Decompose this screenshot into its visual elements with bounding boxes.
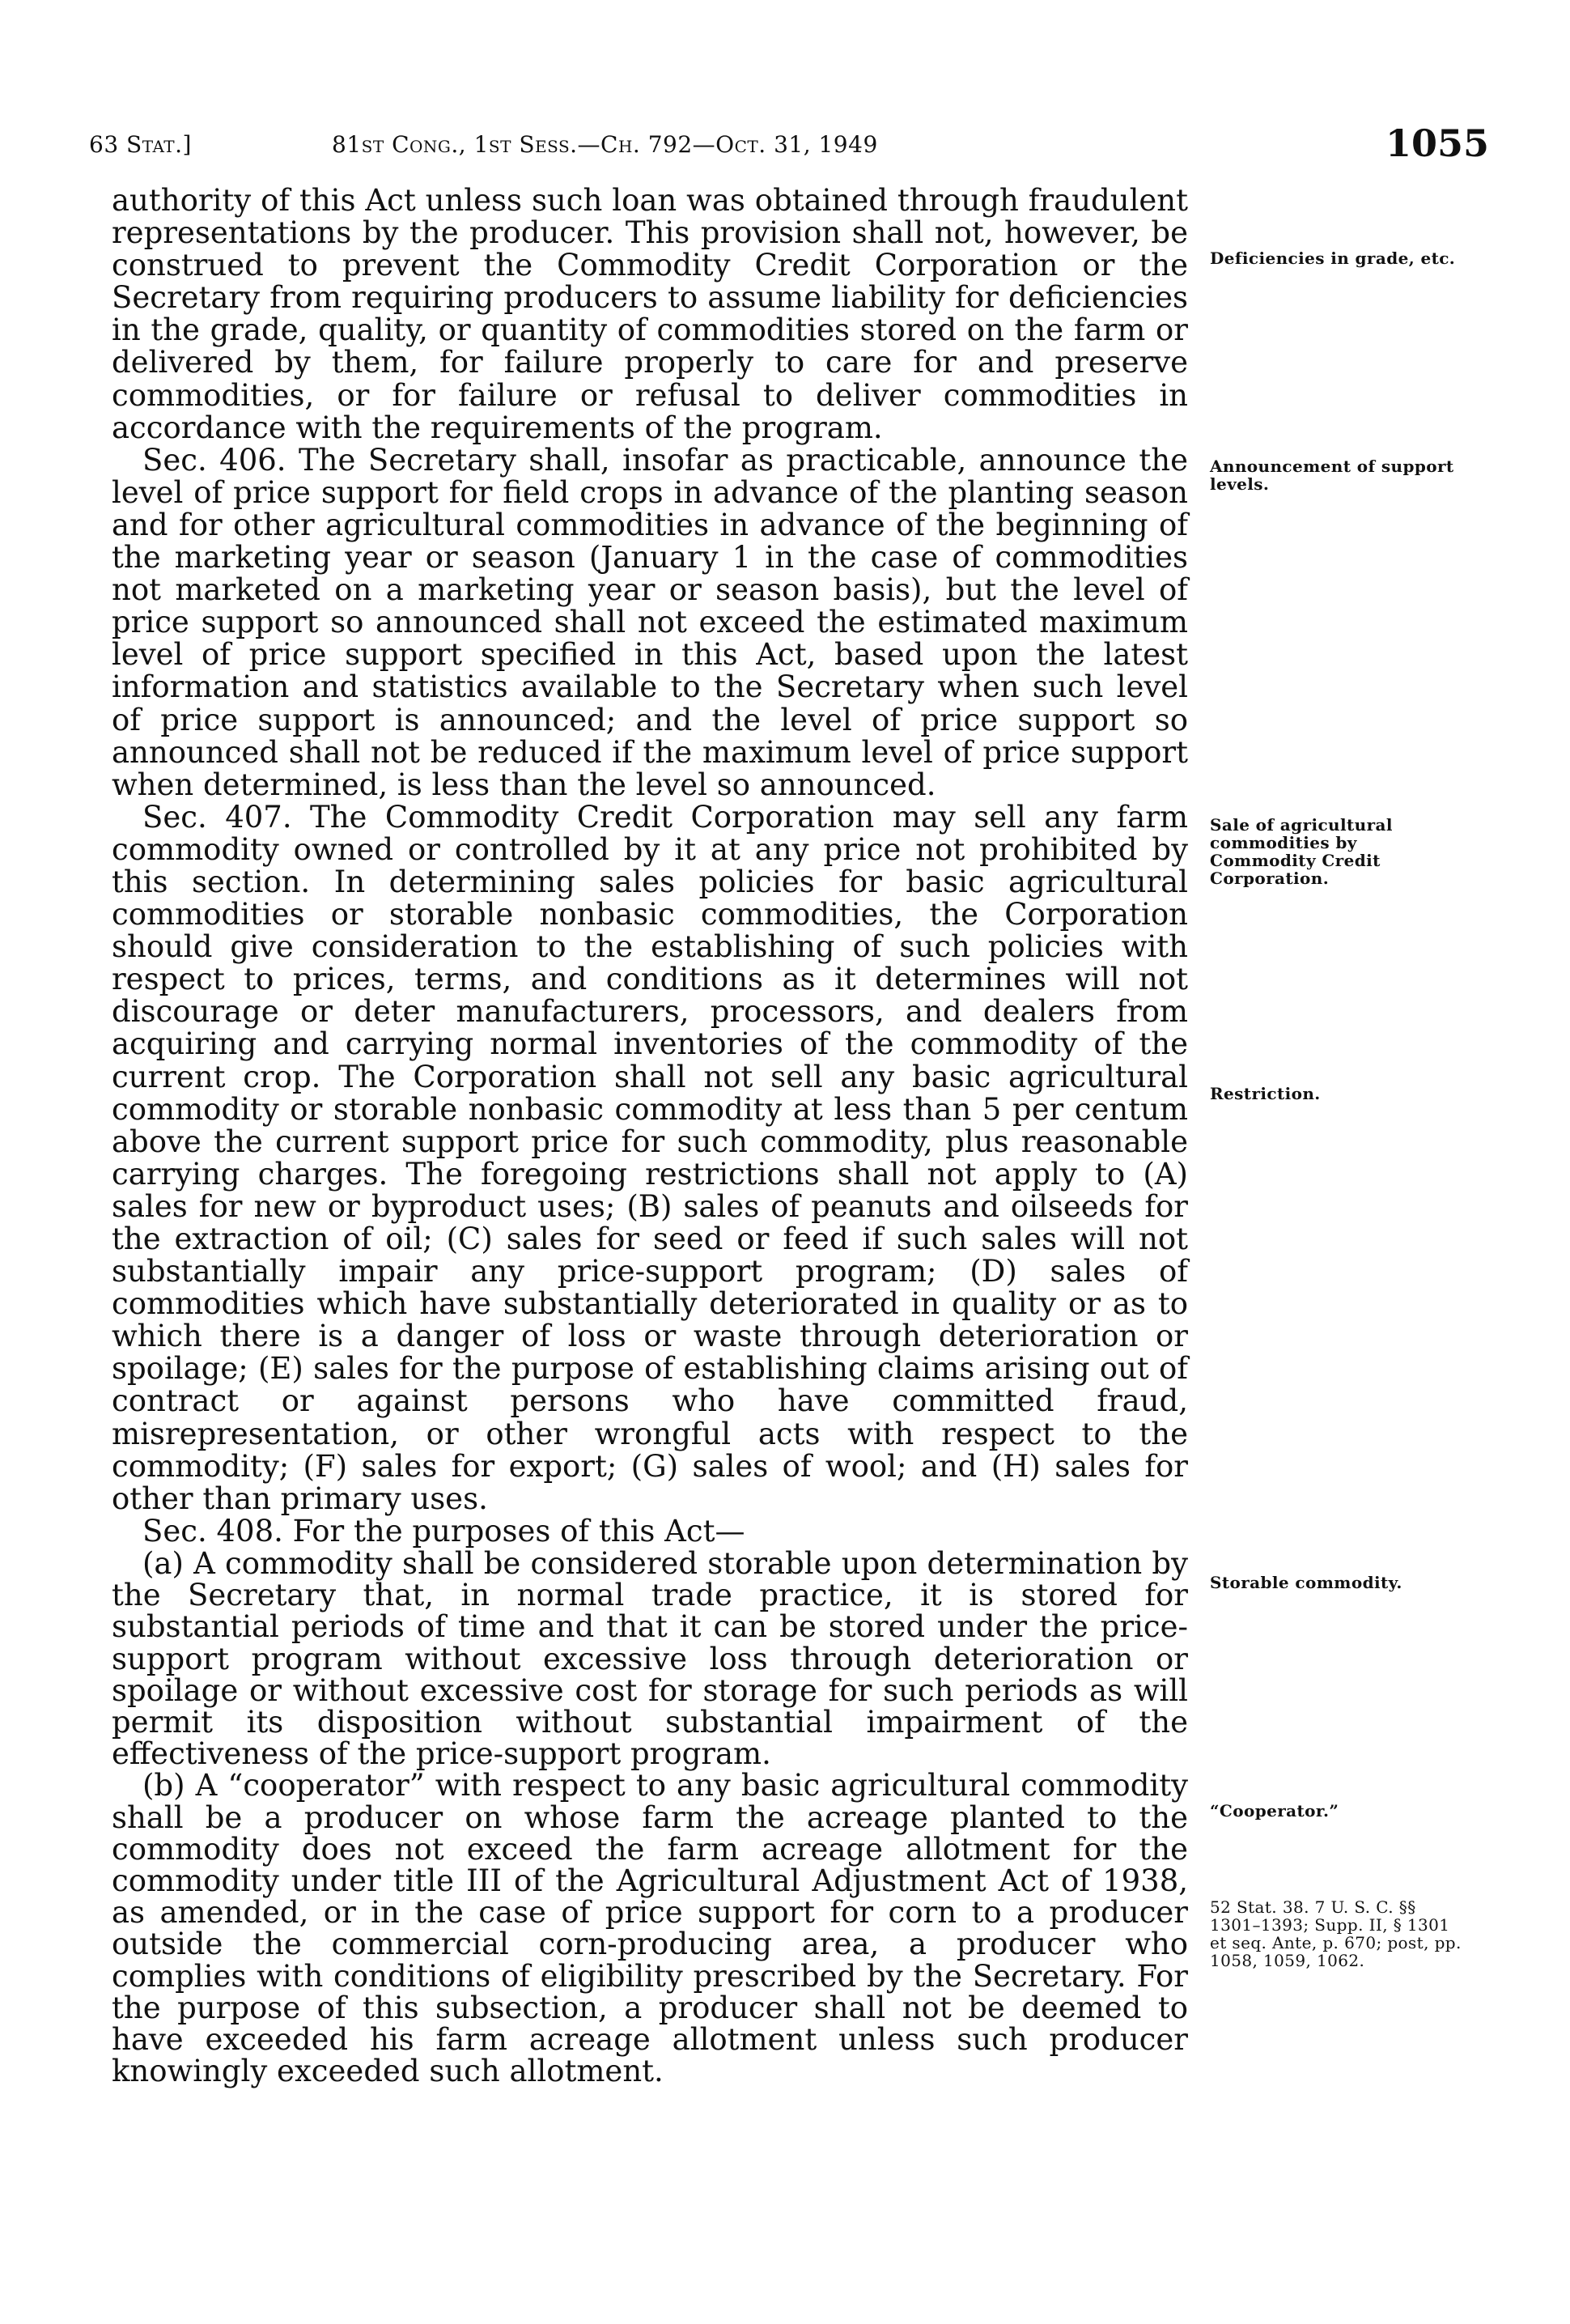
margin-note-cooperator: “Cooperator.” [1210, 1801, 1339, 1821]
section-408-b: (b) A “cooperator” with respect to any basic agricultural commodity shall be a producer on whose farm the acreage planted to the commodity does not exceed the farm acreage allotment for the commodity under title III of the Agricultural Adjustment Act of 1938, as amended, or in the case of price support for corn to a producer outside the commercial corn-producing area, a producer who complies with conditions of eligibility prescribed by the Secretary. For the purpose of this subsection, a producer shall not be deemed to have exceeded his farm acreage allotment unless such producer knowingly exceeded such allotment. [112, 1768, 1188, 2089]
session-chapter-date: 81st Cong., 1st Sess.—Ch. 792—Oct. 31, 1949 [332, 131, 878, 158]
page-number: 1055 [1385, 121, 1489, 165]
margin-note-restriction: Restriction. [1210, 1084, 1321, 1103]
margin-note-storable: Storable commodity. [1210, 1573, 1402, 1592]
paragraph-continuation: authority of this Act unless such loan was obtained through fraudulent representations by the producer. This provision shall not, however, be construed to prevent the Commodity Credit Corporation or the Secretary from requiring producers to assume liability for deficiencies in the grade, quality, or quantity of commodities stored on the farm or delivered by them, for failure properly to care for and preserve commodities, or for failure or refusal to deliver commodities in accordance with the requirements of the program. [112, 183, 1188, 445]
main-text-column [112, 185, 1188, 2087]
margin-note-announcement: Announcement of support levels. [1210, 457, 1454, 494]
statute-reference: 63 Stat.] [89, 131, 192, 158]
margin-note-citations: 52 Stat. 38. 7 U. S. C. §§ 1301–1393; Supp. II, § 1301 et seq. Ante, p. 670; post, pp. 1058, 1059, 1062. [1210, 1897, 1462, 1970]
section-406: Sec. 406. The Secretary shall, insofar as practicable, announce the level of price support for field crops in advance of the planting season and for other agricultural commodities in advance of the beginning of the marketing year or season (January 1 in the case of commodities not marketed on a marketing year or season basis), but the level of price support so announced shall not exceed the estimated maximum level of price support specified in this Act, based upon the latest information and statistics available to the Secretary when such level of price support is announced; and the level of price support so announced shall not be reduced if the maximum level of price support when determined, is less than the level so announced. [112, 442, 1188, 802]
section-407: Sec. 407. The Commodity Credit Corporation may sell any farm commodity owned or controlled by it at any price not prohibited by this section. In determining sales policies for basic agricultural commodities or storable nonbasic commodities, the Corporation should give consideration to the establishing of such policies with respect to prices, terms, and conditions as it determines will not discourage or deter manufacturers, processors, and dealers from acquiring and carrying normal inventories of the commodity of the current crop. The Corporation shall not sell any basic agricultural commodity or storable nonbasic commodity at less than 5 per centum above the current support price for such commodity, plus reasonable carrying charges. The foregoing restrictions shall not apply to (A) sales for new or byproduct uses; (B) sales of peanuts and oilseeds for the extraction of oil; (C) sales for seed or feed if such sales will not substantially impair any price-support program; (D) sales of commodities which have substantially deteriorated in quality or as to which there is a danger of loss or waste through deterioration or spoilage; (E) sales for the purpose of establishing claims arising out of contract or against persons who have committed fraud, misrepresentation, or other wrongful acts with respect to the commodity; (F) sales for export; (G) sales of wool; and (H) sales for other than primary uses. [112, 799, 1188, 1516]
section-408-intro: Sec. 408. For the purposes of this Act— [142, 1513, 745, 1549]
margin-note-deficiencies: Deficiencies in grade, etc. [1210, 249, 1456, 268]
margin-note-sale: Sale of agricultural commodities by Commodity Credit Corporation. [1210, 815, 1393, 888]
section-408-a: (a) A commodity shall be considered storable upon determination by the Secretary that, in normal trade practice, it is stored for substantial periods of time and that it can be stored under the price-support program without excessive loss through deterioration or spoilage or without excessive cost for storage for such periods as will permit its disposition without substantial impairment of the effectiveness of the price-support program. [112, 1545, 1188, 1772]
page-header [89, 121, 1489, 170]
